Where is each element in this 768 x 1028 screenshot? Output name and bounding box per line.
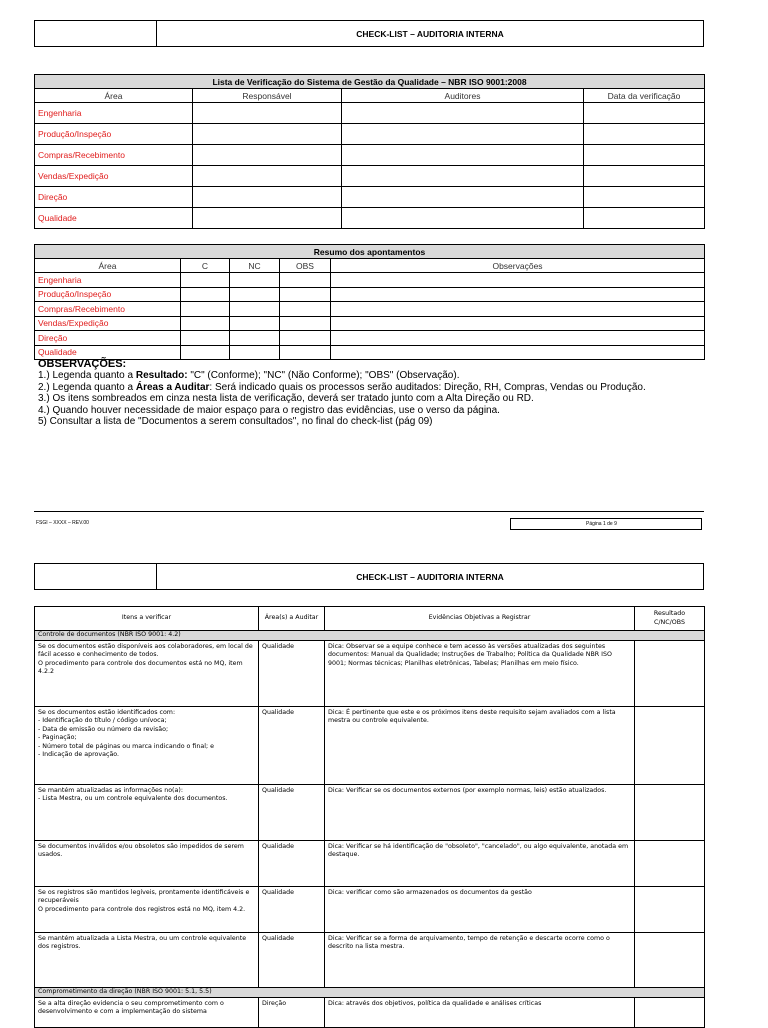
responsible-field[interactable] — [193, 187, 342, 208]
auditors-field[interactable] — [342, 103, 584, 124]
observation-line: 5) Consultar a lista de "Documentos a serem consultados", no final do check-list (pág 09) — [38, 416, 433, 427]
nc-field[interactable] — [230, 287, 280, 302]
verification-table — [34, 74, 705, 229]
nc-field[interactable] — [230, 331, 280, 346]
auditors-field[interactable] — [342, 145, 584, 166]
auditors-field[interactable] — [342, 124, 584, 145]
summary-table-caption: Resumo dos apontamentos — [35, 245, 705, 259]
area-cell: Compras/Recebimento — [35, 145, 193, 166]
evidence-cell: Dica: Observar se a equipe conhece e tem acesso às versões atualizadas dos seguintes documentos: Manual da Qualidade; Instruções de Trabalho; Política da Qualidade NBR ISO 9001; Normas técnicas; Planilhas eletrônicas, Tabelas; Planilhas em meio físico. — [325, 641, 635, 707]
c-field[interactable] — [181, 287, 230, 302]
observations-field[interactable] — [331, 302, 705, 317]
observations-field[interactable] — [331, 287, 705, 302]
table-row — [35, 345, 705, 360]
evidence-cell: Dica: É pertinente que este e os próximos itens deste requisito sejam avaliados com a lista mestra ou controle equivalente. — [325, 707, 635, 785]
area-cell: Qualidade — [259, 887, 325, 933]
section-header: Controle de documentos (NBR ISO 9001: 4.2) — [35, 631, 705, 641]
summary-table — [34, 244, 705, 360]
column-header: NC — [230, 259, 280, 273]
column-header: OBS — [280, 259, 331, 273]
result-field[interactable] — [635, 933, 705, 988]
header-box-page2 — [34, 563, 704, 590]
footer-page-number: Página 1 de 9 — [586, 521, 617, 527]
result-field[interactable] — [635, 641, 705, 707]
area-cell: Vendas/Expedição — [35, 316, 181, 331]
responsible-field[interactable] — [193, 145, 342, 166]
column-header: C — [181, 259, 230, 273]
responsible-field[interactable] — [193, 208, 342, 229]
area-cell: Compras/Recebimento — [35, 302, 181, 317]
item-cell: Se a alta direção evidencia o seu comprometimento com o desenvolvimento e com a implementação do sistema — [35, 998, 259, 1028]
date-field[interactable] — [584, 187, 705, 208]
auditors-field[interactable] — [342, 208, 584, 229]
table-row — [35, 998, 705, 1028]
date-field[interactable] — [584, 103, 705, 124]
evidence-cell: Dica: Verificar se os documentos externos (por exemplo normas, leis) estão atualizados. — [325, 785, 635, 841]
table-row — [35, 124, 705, 145]
verification-table-caption: Lista de Verificação do Sistema de Gestão da Qualidade – NBR ISO 9001:2008 — [35, 75, 705, 89]
result-field[interactable] — [635, 707, 705, 785]
table-row — [35, 841, 705, 887]
obs-field[interactable] — [280, 316, 331, 331]
checklist-table — [34, 606, 705, 1028]
column-header: Área(s) a Auditar — [259, 607, 325, 631]
observation-line: 4.) Quando houver necessidade de maior espaço para o registro das evidências, use o verso da página. — [38, 404, 500, 416]
table-row — [35, 302, 705, 317]
logo-cell — [35, 21, 157, 46]
section-header: Comprometimento da direção (NBR ISO 9001: 5.1, 5.5) — [35, 988, 705, 998]
area-cell: Direção — [35, 187, 193, 208]
evidence-cell: Dica: Verificar se há identificação de "obsoleto", "cancelado", ou algo equivalente, anotada em destaque. — [325, 841, 635, 887]
evidence-cell: Dica: verificar como são armazenados os documentos da gestão — [325, 887, 635, 933]
c-field[interactable] — [181, 345, 230, 360]
area-cell: Produção/Inspeção — [35, 287, 181, 302]
obs-field[interactable] — [280, 331, 331, 346]
header-box-page1 — [34, 20, 704, 47]
table-row — [35, 145, 705, 166]
table-row — [35, 273, 705, 288]
result-field[interactable] — [635, 998, 705, 1028]
nc-field[interactable] — [230, 345, 280, 360]
logo-cell — [35, 564, 157, 589]
column-header: Área — [35, 259, 181, 273]
item-cell: Se os registros são mantidos legíveis, prontamente identificáveis e recuperáveis O procedimento para controle dos registros está no MQ, item 4.2. — [35, 887, 259, 933]
column-header: Auditores — [342, 89, 584, 103]
observation-line: 2.) Legenda quanto a Áreas a Auditar: Será indicado quais os processos serão auditados: Direção, RH, Compras, Vendas ou Produção. — [38, 381, 646, 393]
result-field[interactable] — [635, 887, 705, 933]
item-cell: Se mantém atualizada a Lista Mestra, ou um controle equivalente dos registros. — [35, 933, 259, 988]
table-row — [35, 103, 705, 124]
item-cell: Se os documentos estão identificados com: - Identificação do título / código unívoca; - Data de emissão ou número da revisão; - Paginação; - Número total de páginas ou marca indicando o final; e - Indicação de aprovação. — [35, 707, 259, 785]
table-row — [35, 785, 705, 841]
evidence-cell: Dica: Verificar se a forma de arquivamento, tempo de retenção e descarte ocorre como o descrito na lista mestra. — [325, 933, 635, 988]
nc-field[interactable] — [230, 316, 280, 331]
area-cell: Engenharia — [35, 273, 181, 288]
footer-code: FSGI – XXXX – REV.00 — [36, 520, 89, 526]
column-header: Observações — [331, 259, 705, 273]
observations-block — [38, 359, 738, 428]
column-header: Itens a verificar — [35, 607, 259, 631]
area-cell: Qualidade — [259, 707, 325, 785]
responsible-field[interactable] — [193, 166, 342, 187]
table-row — [35, 166, 705, 187]
column-header: Área — [35, 89, 193, 103]
table-row — [35, 331, 705, 346]
page-title: CHECK-LIST – AUDITORIA INTERNA — [356, 28, 504, 39]
table-row — [35, 287, 705, 302]
nc-field[interactable] — [230, 302, 280, 317]
date-field[interactable] — [584, 166, 705, 187]
table-row — [35, 316, 705, 331]
observations-field[interactable] — [331, 331, 705, 346]
c-field[interactable] — [181, 273, 230, 288]
responsible-field[interactable] — [193, 103, 342, 124]
area-cell: Qualidade — [259, 841, 325, 887]
item-cell: Se mantém atualizadas as informações no(a): - Lista Mestra, ou um controle equivalente dos documentos. — [35, 785, 259, 841]
column-header: Responsável — [193, 89, 342, 103]
column-header: Resultado C/NC/OBS — [635, 607, 705, 631]
area-cell: Direção — [259, 998, 325, 1028]
result-field[interactable] — [635, 785, 705, 841]
table-row — [35, 187, 705, 208]
observations-field[interactable] — [331, 345, 705, 360]
table-row — [35, 887, 705, 933]
observations-heading: OBSERVAÇÕES: — [38, 358, 127, 370]
date-field[interactable] — [584, 124, 705, 145]
area-cell: Qualidade — [259, 933, 325, 988]
auditors-field[interactable] — [342, 187, 584, 208]
item-cell: Se documentos inválidos e/ou obsoletos são impedidos de serem usados. — [35, 841, 259, 887]
obs-field[interactable] — [280, 273, 331, 288]
item-cell: Se os documentos estão disponíveis aos colaboradores, em local de fácil acesso e conhecimento de todos. O procedimento para controle dos documentos está no MQ, item 4.2.2 — [35, 641, 259, 707]
area-cell: Engenharia — [35, 103, 193, 124]
page-title: CHECK-LIST – AUDITORIA INTERNA — [356, 571, 504, 582]
date-field[interactable] — [584, 208, 705, 229]
column-header: Data da verificação — [584, 89, 705, 103]
observations-field[interactable] — [331, 273, 705, 288]
c-field[interactable] — [181, 331, 230, 346]
c-field[interactable] — [181, 316, 230, 331]
responsible-field[interactable] — [193, 124, 342, 145]
observations-field[interactable] — [331, 316, 705, 331]
area-cell: Qualidade — [35, 345, 181, 360]
obs-field[interactable] — [280, 345, 331, 360]
result-field[interactable] — [635, 841, 705, 887]
date-field[interactable] — [584, 145, 705, 166]
table-row — [35, 641, 705, 707]
area-cell: Produção/Inspeção — [35, 124, 193, 145]
area-cell: Qualidade — [35, 208, 193, 229]
table-row — [35, 208, 705, 229]
c-field[interactable] — [181, 302, 230, 317]
table-row — [35, 707, 705, 785]
nc-field[interactable] — [230, 273, 280, 288]
evidence-cell: Dica: através dos objetivos, política da qualidade e análises críticas — [325, 998, 635, 1028]
area-cell: Direção — [35, 331, 181, 346]
footer-rule — [34, 511, 704, 512]
obs-field[interactable] — [280, 287, 331, 302]
observation-line: 1.) Legenda quanto a Resultado: "C" (Conforme); "NC" (Não Conforme); "OBS" (Observação). — [38, 370, 460, 381]
area-cell: Qualidade — [259, 785, 325, 841]
area-cell: Qualidade — [259, 641, 325, 707]
area-cell: Vendas/Expedição — [35, 166, 193, 187]
observation-line: 3.) Os itens sombreados em cinza nesta lista de verificação, deverá ser tratado junto com a Alta Direção ou RD. — [38, 393, 534, 404]
auditors-field[interactable] — [342, 166, 584, 187]
table-row — [35, 933, 705, 988]
obs-field[interactable] — [280, 302, 331, 317]
column-header: Evidências Objetivas a Registrar — [325, 607, 635, 631]
